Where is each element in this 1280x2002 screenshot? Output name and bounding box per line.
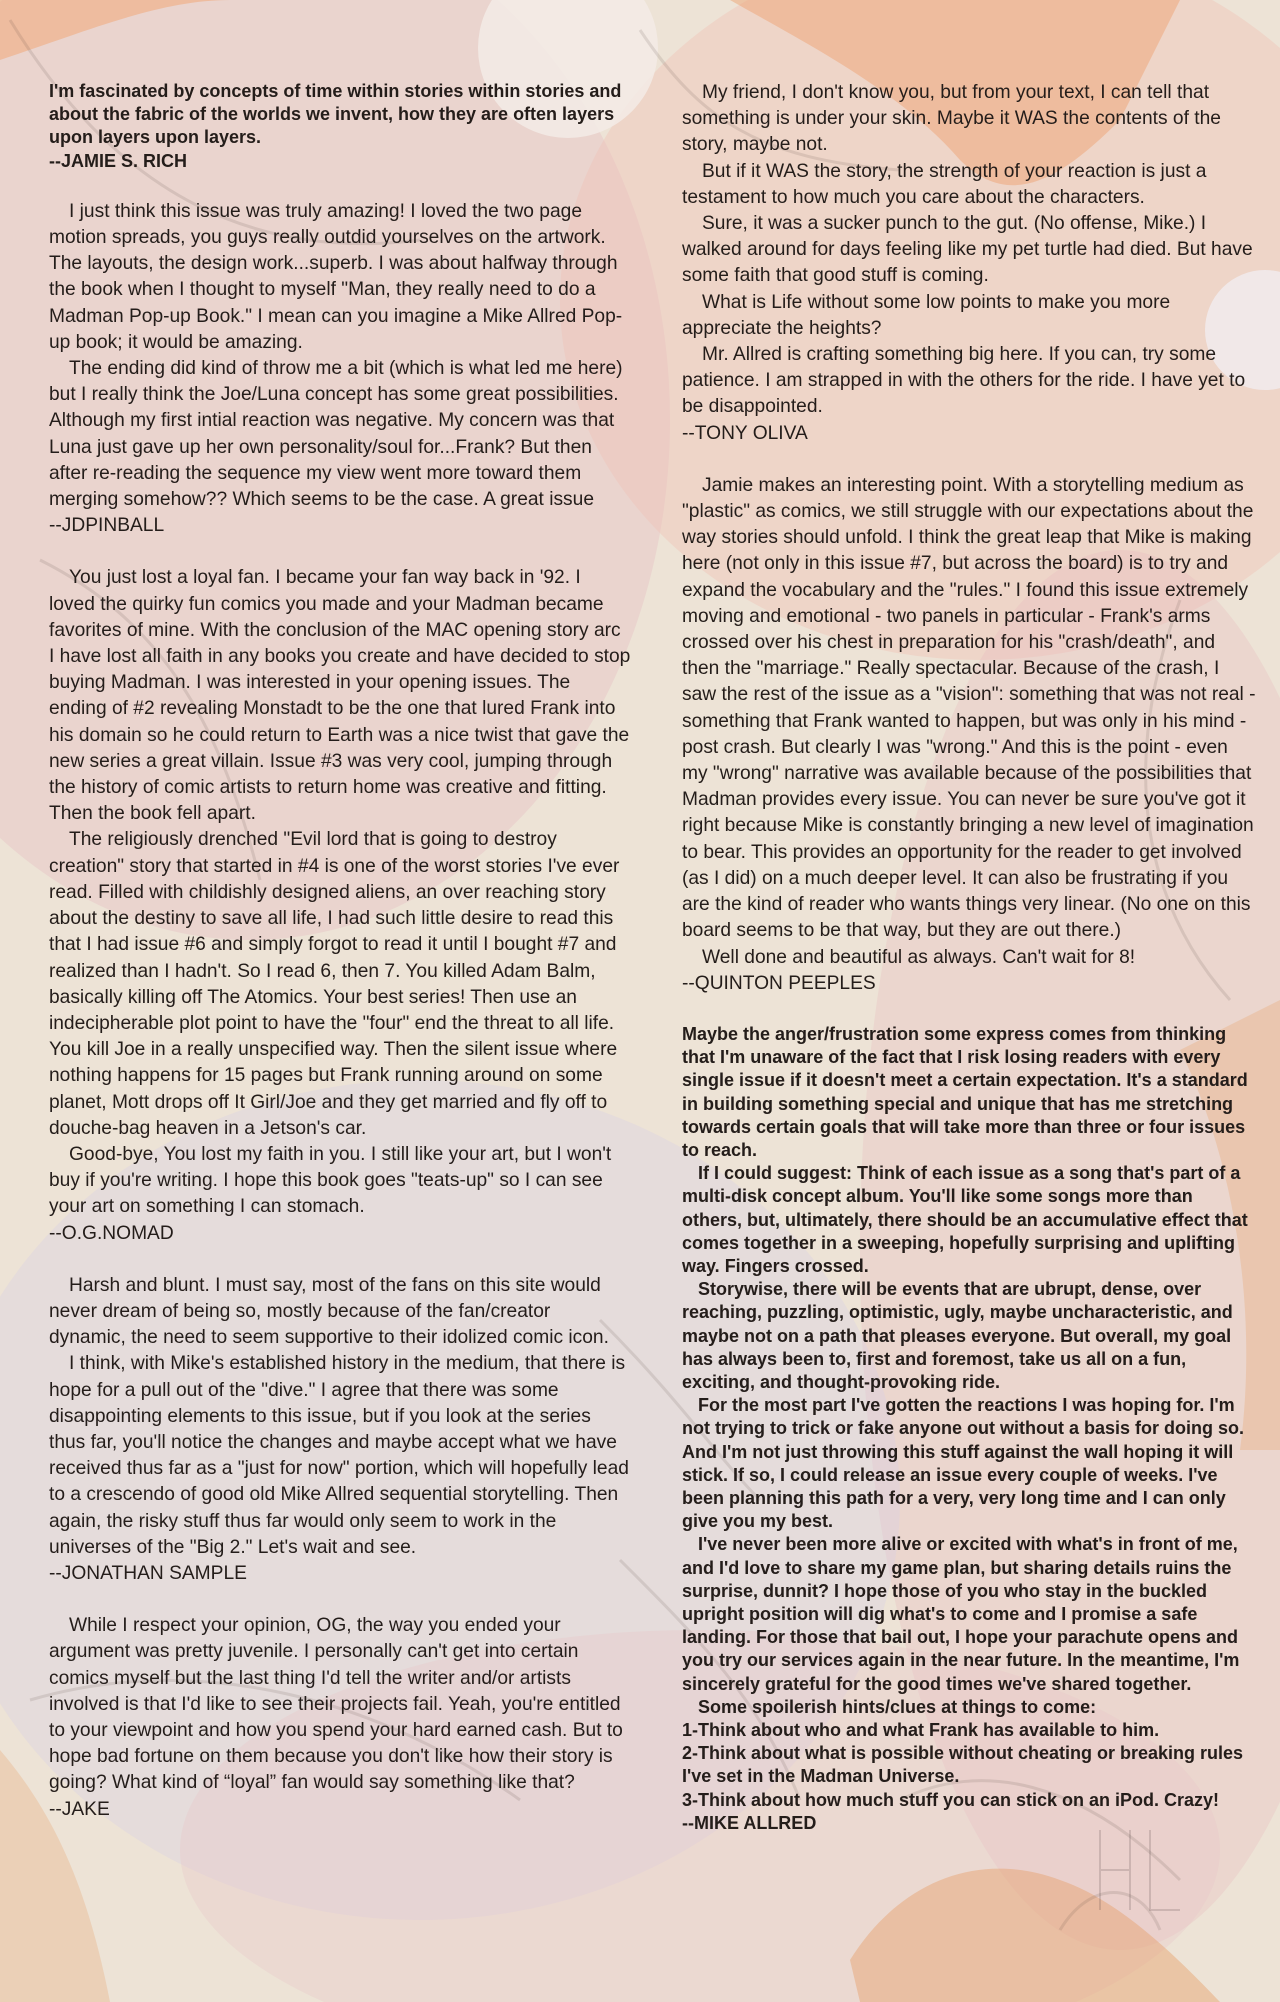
letter-tony-oliva [682,80,1256,447]
letter-jdpinball [49,199,631,540]
reply-paragraph: If I could suggest: Think of each issue as a song that's part of a multi-disk concept album. You'll like some songs more than others, but, ultimately, there should be an accumulative effect that comes together in a sweeping, hopefully surprising and uplifting way. Fingers crossed. [682,1163,1248,1276]
intro-quote [49,80,631,173]
letter-jake [49,1613,631,1823]
reply-hint: 2-Think about what is possible without cheating or breaking rules I've set in the Madman Universe. [682,1743,1244,1787]
reply-paragraph: Storywise, there will be events that are ubrupt, dense, over reaching, puzzling, optimistic, ugly, maybe uncharacteristic, and maybe not on a path that pleases everyone. But overall, my goal has always been to, first and foremost, take us all on a fun, exciting, and thought-provoking ride. [682,1279,1233,1392]
letter-paragraph: Sure, it was a sucker punch to the gut. (No offense, Mike.) I walked around for days feeling like my pet turtle had died. But have some faith that good stuff is coming. [682,213,1253,287]
letter-paragraph: My friend, I don't know you, but from your text, I can tell that something is under your skin. Maybe it WAS the contents of the story, maybe not. [682,82,1221,156]
letter-paragraph: What is Life without some low points to make you more appreciate the heights? [682,291,1171,339]
reply-paragraph: For the most part I've gotten the reactions I was hoping for. I'm not trying to trick or fake anyone out without a basis for doing so. And I'm not just throwing this stuff against the wall hoping it will stick. If so, I could release an issue every couple of weeks. I've been planning this path for a very, very long time and I can only give you my best. [682,1395,1245,1532]
reply-paragraph: I've never been more alive or excited with what's in front of me, and I'd love to share my game plan, but sharing details ruins the surprise, dunnit? I hope those of you who stay in the buckled upright position will dig what's to come and I promise a safe landing. For those that bail out, I hope your parachute opens and you try our services again in the near future. In the meantime, I'm sincerely grateful for the good times we've shared together. [682,1534,1240,1694]
letter-signature: --TONY OLIVA [682,422,808,444]
reply-paragraph: Some spoilerish hints/clues at things to come: [698,1696,1097,1717]
intro-signature: --JAMIE S. RICH [49,150,188,171]
intro-paragraph: I'm fascinated by concepts of time within stories within stories and about the fabric of the worlds we invent, how they are often layers upon layers upon layers. [49,81,622,148]
letter-paragraph: Harsh and blunt. I must say, most of the fans on this site would never dream of being so, mostly because of the fan/creator dynamic, the need to seem supportive to their idolized comic icon. [49,1274,609,1349]
letter-jonathan-sample [49,1273,631,1587]
letter-paragraph: While I respect your opinion, OG, the way you ended your argument was pretty juvenile. I personally can't get into certain comics myself but the last thing I'd tell the writer and/or artists involved is that I'd like to see their projects fail. Yeah, you're entitled to your viewpoint and how you spend your hard earned cash. But to hope bad fortune on them because you don't like how their story is going? What kind of “loyal” fan would say something like that? [49,1615,623,1794]
letter-quinton-peeples [682,473,1256,997]
letter-paragraph: Jamie makes an interesting point. With a storytelling medium as "plastic" as comics, we still struggle with our expectations about the way stories should unfold. I think the great leap that Mike is making here (not only in this issue #7, but across the board) is to try and expand the vocabulary and the "rules." I found this issue extremely moving and emotional - two panels in particular - Frank's arms crossed over his chest in preparation for his "crash/death", and then the "marriage." Really spectacular. Because of the crash, I saw the rest of the issue as a "vision": something that was not real - something that Frank wanted to happen, but was only in his mind - post crash. But clearly I was "wrong." And this is the point - even my "wrong" narrative was available because of the possibilities that Madman provides every issue. You can never be sure you've got it right because Mike is constantly bringing a new level of imagination to bear. This provides an opportunity for the reader to get involved (as I did) on a much deeper level. It can also be frustrating if you are the kind of reader who wants things very linear. (No one on this board seems to be that way, but they are out there.) [682,474,1256,942]
letter-paragraph: Good-bye, You lost my faith in you. I still like your art, but I won't buy if you're writing. I hope this book goes "teats-up" so I can see your art on something I can stomach. [49,1143,612,1218]
letter-paragraph: The ending did kind of throw me a bit (which is what led me here) but I really think the Joe/Luna concept has some great possibilities. Although my first intial reaction was negative. My concern was that Luna just gave up her own personality/soul for...Frank? But then after re-reading the sequence my view went more toward them merging somehow?? Which seems to be the case. A great issue [49,358,623,511]
reply-signature: --MIKE ALLRED [682,1812,817,1833]
editor-reply [682,1023,1256,1835]
letter-signature: --JAKE [49,1798,110,1820]
reply-hint: 1-Think about who and what Frank has available to him. [682,1720,1160,1740]
letter-signature: --QUINTON PEEPLES [682,972,876,994]
letter-signature: --JONATHAN SAMPLE [49,1562,247,1584]
left-column [49,80,631,1849]
letter-paragraph: The religiously drenched "Evil lord that is going to destroy creation" story that started in #4 is one of the worst stories I've ever read. Filled with childishly designed aliens, an over reaching story about the destiny to save all life, I had such little desire to read this that I had issue #6 and simply forgot to read it until I bought #7 and realized than I hadn't. So I read 6, then 7. You killed Adam Balm, basically killing off The Atomics. Your best series! Then use an indecipherable plot point to have the "four" end the threat to all life. You kill Joe in a really unspecified way. Then the silent issue where nothing happens for 15 pages but Frank running around on some planet, Mott drops off It Girl/Joe and they get married and fly off to douche-bag heaven in a Jetson's car. [49,829,620,1139]
letter-og-nomad [49,565,631,1246]
letter-signature: --O.G.NOMAD [49,1222,174,1244]
letter-signature: --JDPINBALL [49,515,165,537]
reply-hint: 3-Think about how much stuff you can stick on an iPod. Crazy! [682,1789,1220,1810]
letter-paragraph: Well done and beautiful as always. Can't wait for 8! [702,946,1136,968]
letter-paragraph: I think, with Mike's established history in the medium, that there is hope for a pull out of the "dive." I agree that there was some disappointing elements to this issue, but if you look at the series thus far, you'll notice the changes and maybe accept what we have received thus far as a "just for now" portion, which will hopefully lead to a crescendo of good old Mike Allred sequential storytelling. Then again, the risky stuff thus far would only seem to work in the universes of the "Big 2." Let's wait and see. [49,1353,629,1558]
letter-paragraph: You just lost a loyal fan. I became your fan way back in '92. I loved the quirky fun comics you made and your Madman became favorites of mine. With the conclusion of the MAC opening story arc I have lost all faith in any books you create and have decided to stop buying Madman. I was interested in your opening issues. The ending of #2 revealing Monstadt to be the one that lured Frank into his domain so he could return to Earth was a nice twist that gave the new series a great villain. Issue #3 was very cool, jumping through the history of comic artists to return home was creative and fitting. Then the book fell apart. [49,567,631,825]
right-column [682,80,1256,1861]
letter-paragraph: Mr. Allred is crafting something big here. If you can, try some patience. I am strapped in with the others for the ride. I have yet to be disappointed. [682,344,1246,418]
letter-paragraph: But if it WAS the story, the strength of your reaction is just a testament to how much you care about the characters. [682,160,1207,208]
letter-paragraph: I just think this issue was truly amazing! I loved the two page motion spreads, you guys really outdid yourselves on the artwork. The layouts, the design work...superb. I was about halfway through the book when I thought to myself "Man, they really need to do a Madman Pop-up Book." I mean can you imagine a Mike Allred Pop-up book; it would be amazing. [49,200,623,353]
reply-paragraph: Maybe the anger/frustration some express comes from thinking that I'm unaware of the fact that I risk losing readers with every single issue if it doesn't meet a certain expectation. It's a standard in building something special and unique that has me stretching towards certain goals that will take more than three or four issues to reach. [682,1023,1248,1160]
